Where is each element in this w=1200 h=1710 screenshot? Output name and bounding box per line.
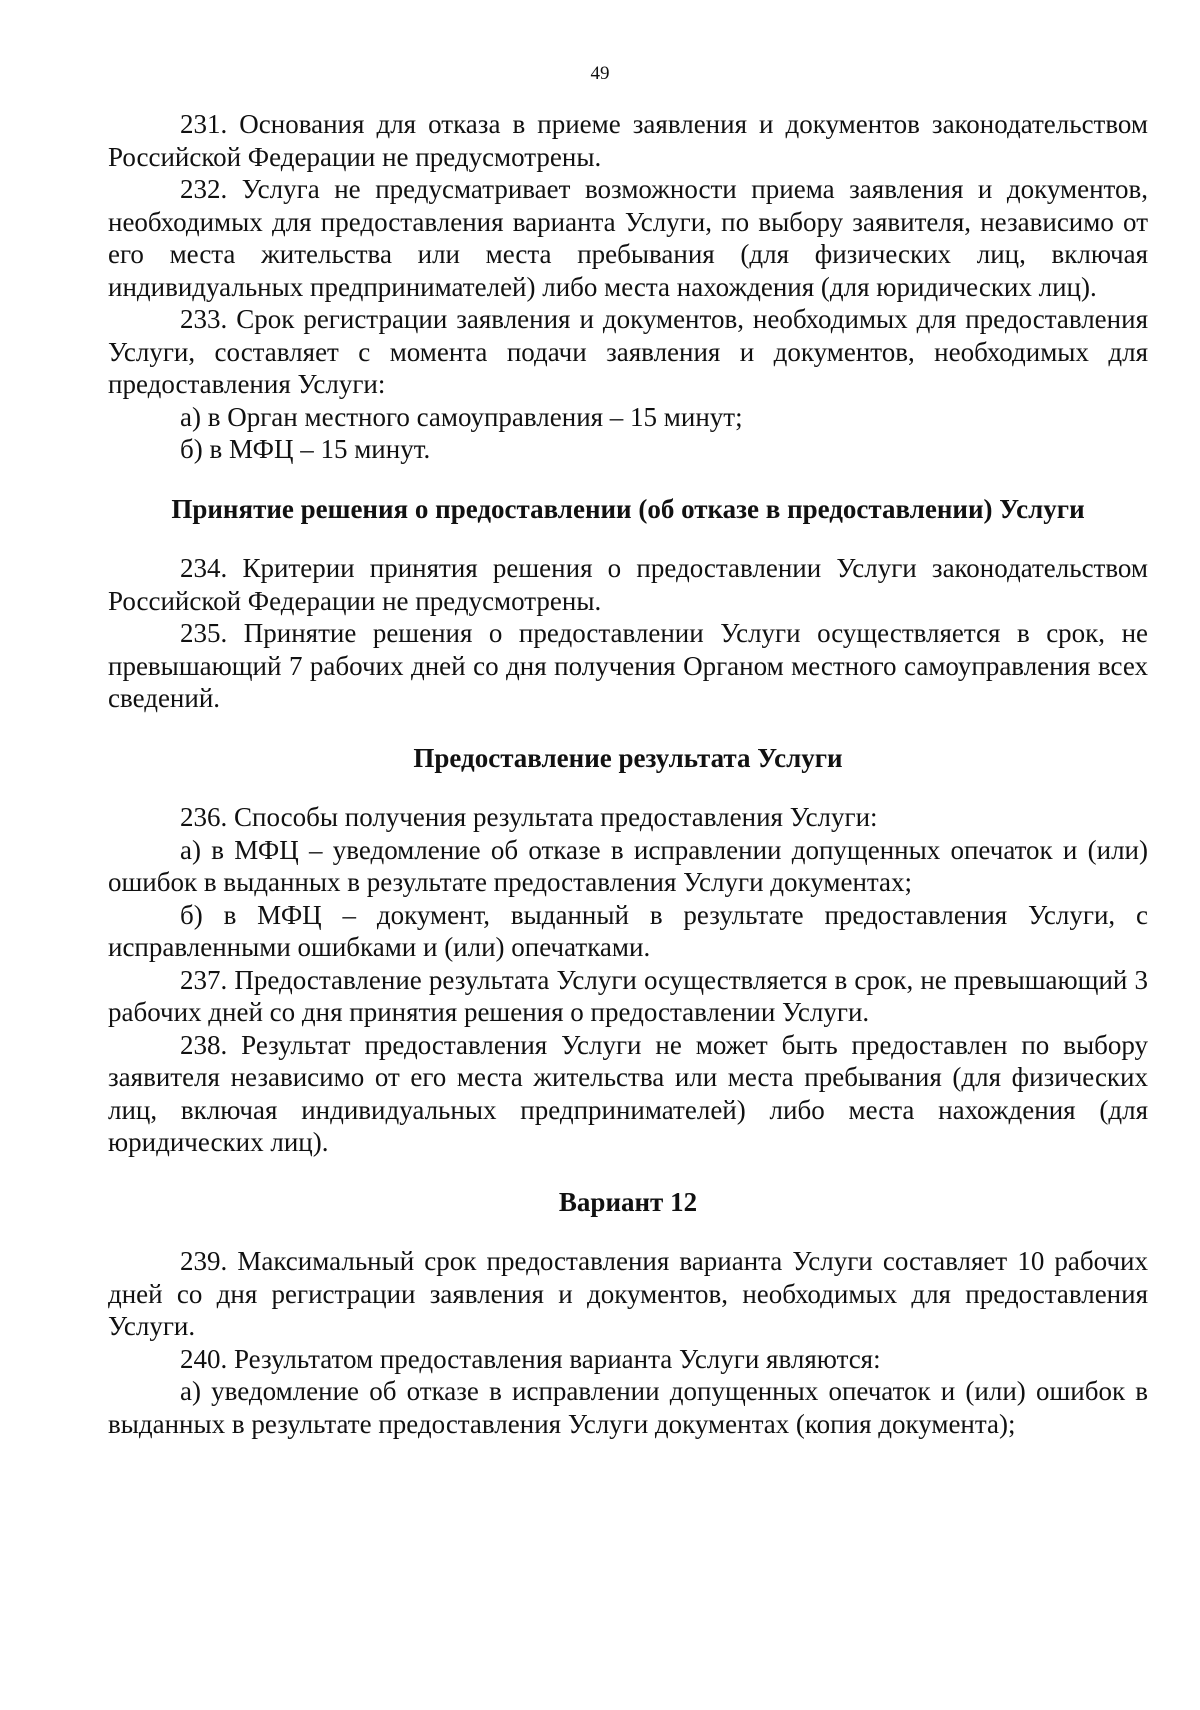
page-number: 49	[590, 63, 610, 84]
paragraph-231: 231. Основания для отказа в приеме заявления и документов законодательством Российской Федерации не предусмотрены.	[108, 109, 1148, 172]
paragraph-239: 239. Максимальный срок предоставления варианта Услуги составляет 10 рабочих дней со дня регистрации заявления и документов, необходимых для предоставления Услуги.	[108, 1246, 1148, 1341]
paragraph-236: 236. Способы получения результата предоставления Услуги:	[180, 802, 878, 832]
section-heading-decision: Принятие решения о предоставлении (об отказе в предоставлении) Услуги	[171, 493, 1085, 524]
paragraph-235: 235. Принятие решения о предоставлении Услуги осуществляется в срок, не превышающий 7 рабочих дней со дня получения Органом местного самоуправления всех сведений.	[108, 618, 1148, 713]
document-body	[108, 108, 1148, 1440]
paragraph-233-b: б) в МФЦ – 15 минут.	[180, 434, 431, 464]
section-heading-result: Предоставление результата Услуги	[413, 742, 843, 773]
paragraph-236-a: а) в МФЦ – уведомление об отказе в исправлении допущенных опечаток и (или) ошибок в выданных в результате предоставления Услуги документах;	[108, 834, 1148, 897]
paragraph-237: 237. Предоставление результата Услуги осуществляется в срок, не превышающий 3 рабочих дней со дня принятия решения о предоставлении Услуги.	[108, 964, 1148, 1027]
paragraph-240: 240. Результатом предоставления варианта Услуги являются:	[180, 1343, 881, 1374]
paragraph-234: 234. Критерии принятия решения о предоставлении Услуги законодательством Российской Федерации не предусмотрены.	[108, 553, 1148, 616]
paragraph-236-b: б) в МФЦ – документ, выданный в результате предоставления Услуги, с исправленными ошибками и (или) опечатками.	[108, 899, 1148, 962]
section-heading-variant-12: Вариант 12	[558, 1186, 698, 1217]
paragraph-233: 233. Срок регистрации заявления и документов, необходимых для предоставления Услуги, составляет с момента подачи заявления и документов, необходимых для предоставления Услуги:	[108, 304, 1148, 399]
paragraph-240-a: а) уведомление об отказе в исправлении допущенных опечаток и (или) ошибок в выданных в результате предоставления Услуги документах (копия документа);	[108, 1376, 1148, 1439]
paragraph-232: 232. Услуга не предусматривает возможности приема заявления и документов, необходимых для предоставления варианта Услуги, по выбору заявителя, независимо от его места жительства или места пребывания (для физических лиц, включая индивидуальных предпринимателей) либо места нахождения (для юридических лиц).	[108, 174, 1148, 302]
paragraph-233-a: а) в Орган местного самоуправления – 15 минут;	[180, 401, 743, 432]
paragraph-238: 238. Результат предоставления Услуги не может быть предоставлен по выбору заявителя независимо от его места жительства или места пребывания (для физических лиц, включая индивидуальных предпринимателей) либо места нахождения (для юридических лиц).	[108, 1029, 1148, 1157]
